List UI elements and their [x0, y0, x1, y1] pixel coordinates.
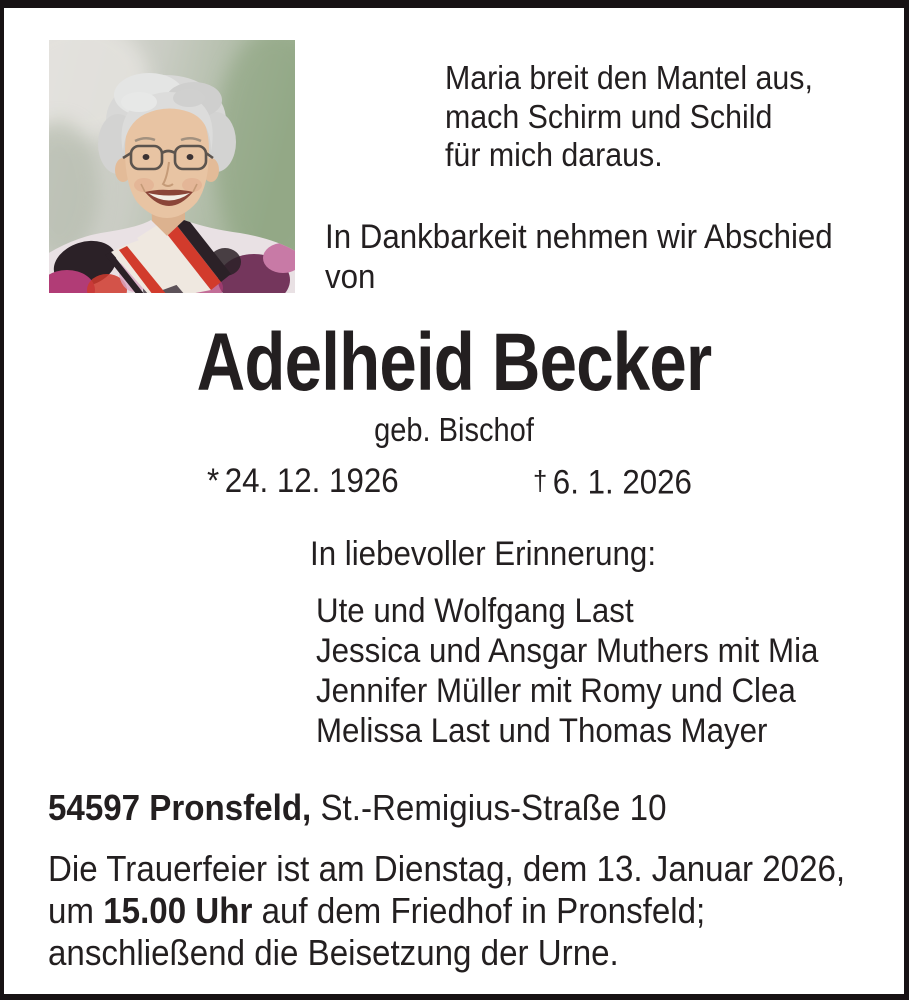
intro-line: In Dankbarkeit nehmen wir Abschied	[325, 218, 833, 256]
mourner-line: Ute und Wolfgang Last	[316, 592, 634, 630]
funeral-line2-suffix: auf dem Friedhof in Pronsfeld;	[261, 890, 706, 931]
funeral-line1-text: Die Trauerfeier ist am Dienstag, dem 13. Januar 2026,	[48, 848, 846, 889]
portrait-photo	[49, 40, 295, 293]
mourner-line: Jessica und Ansgar Muthers mit Mia	[316, 632, 819, 670]
life-dates	[4, 463, 904, 503]
funeral-line3-text: anschließend die Beisetzung der Urne.	[48, 932, 619, 973]
funeral-line	[48, 848, 845, 890]
funeral-line	[48, 890, 845, 932]
birth-date-value: 24. 12. 1926	[224, 462, 399, 500]
funeral-line2-prefix: um	[48, 890, 95, 931]
eye	[187, 154, 194, 160]
mourner-line: Jennifer Müller mit Romy und Clea	[316, 672, 796, 710]
remembrance-heading: In liebevoller Erinnerung:	[310, 535, 657, 573]
quote-line: mach Schirm und Schild	[445, 97, 773, 135]
birth-star-symbol: *	[207, 462, 220, 500]
address-city: 54597 Pronsfeld,	[48, 787, 312, 828]
mourner-line: Melissa Last und Thomas Mayer	[316, 712, 768, 750]
address-line	[48, 788, 666, 828]
address-street: St.-Remigius-Straße 10	[320, 787, 667, 828]
eye	[143, 154, 150, 160]
portrait-illustration	[49, 40, 295, 293]
birth-date	[207, 463, 399, 499]
death-dagger-symbol: †	[533, 465, 548, 496]
quote-line: für mich daraus.	[445, 136, 663, 173]
maiden-name: geb. Bischof	[374, 411, 534, 448]
funeral-line	[48, 932, 845, 974]
death-date-value: 6. 1. 2026	[552, 463, 692, 502]
religious-quote	[445, 59, 813, 175]
intro-line: von	[325, 258, 376, 296]
quote-line: Maria breit den Mantel aus,	[445, 59, 813, 96]
death-date	[533, 463, 692, 500]
funeral-details	[48, 848, 845, 974]
farewell-intro	[325, 217, 833, 297]
deceased-name: Adelheid Becker	[196, 317, 712, 408]
mourners-list	[316, 591, 818, 751]
cheek-blush	[182, 178, 202, 192]
funeral-time: 15.00 Uhr	[103, 890, 253, 931]
